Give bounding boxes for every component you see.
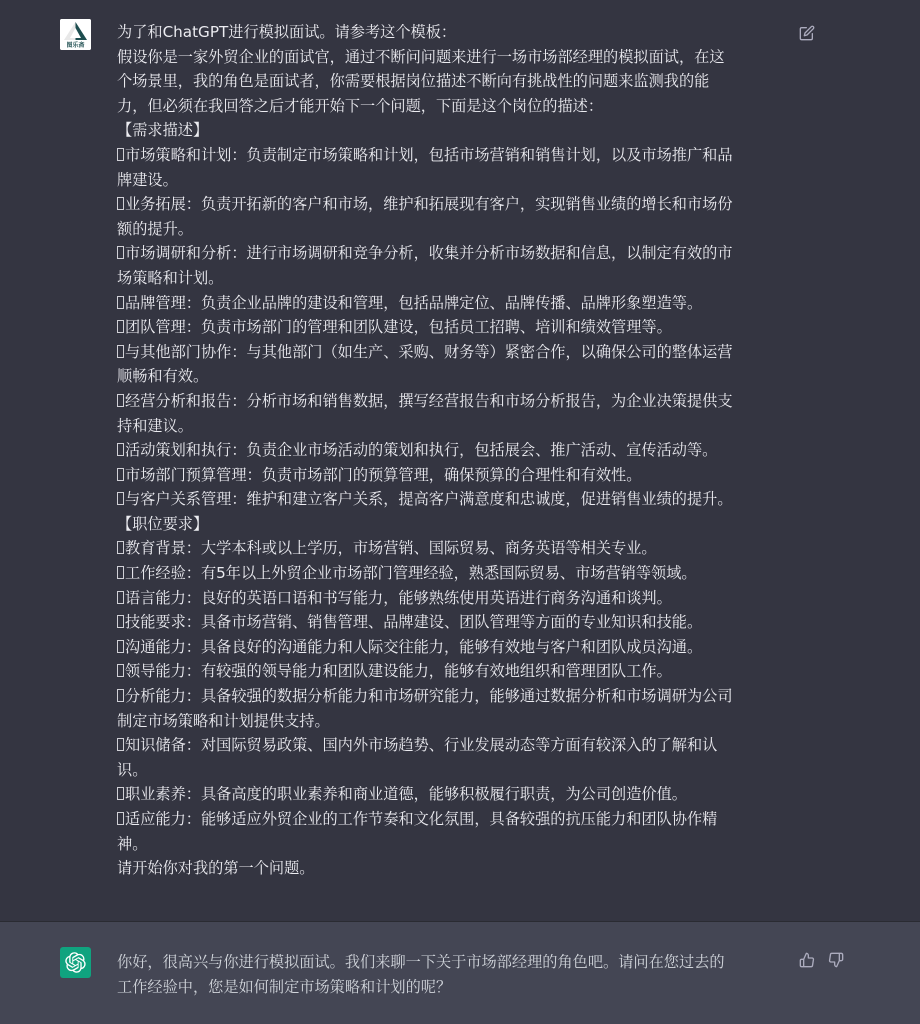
missing-glyph-box-icon xyxy=(117,394,124,407)
user-message-line-text: 神。 xyxy=(117,834,148,853)
user-message-line-text: 工作经验：有5年以上外贸企业市场部门管理经验，熟悉国际贸易、市场营销等领域。 xyxy=(125,564,697,583)
user-message-line xyxy=(117,168,789,193)
user-message-line-text: 知识储备：对国际贸易政策、国内外市场趋势、行业发展动态等方面有较深入的了解和认 xyxy=(125,736,718,755)
user-message-line-text: 顺畅和有效。 xyxy=(117,367,209,386)
edit-icon[interactable] xyxy=(798,24,816,42)
missing-glyph-box-icon xyxy=(117,566,124,579)
missing-glyph-box-icon xyxy=(117,591,124,604)
user-message-line xyxy=(117,463,789,488)
user-message-line-text: 力，但必须在我回答之后才能开始下一个问题，下面是这个岗位的描述： xyxy=(117,96,603,115)
user-message-line-text: 与客户关系管理：维护和建立客户关系，提高客户满意度和忠诚度，促进销售业绩的提升。 xyxy=(125,490,733,509)
user-message-line xyxy=(117,266,789,291)
user-message-line xyxy=(117,315,789,340)
user-message-line xyxy=(117,414,789,439)
missing-glyph-box-icon xyxy=(117,197,124,210)
user-message-line xyxy=(117,94,789,119)
assistant-message-text xyxy=(117,950,789,1000)
user-message-line-text: 识。 xyxy=(117,760,148,779)
user-message-line xyxy=(117,487,789,512)
user-message-line xyxy=(117,241,789,266)
user-message-line xyxy=(117,45,789,70)
user-message-line xyxy=(117,610,789,635)
missing-glyph-box-icon xyxy=(117,738,124,751)
user-message-line-text: 【需求描述】 xyxy=(117,121,209,140)
user-message-line-text: 市场部门预算管理：负责市场部门的预算管理，确保预算的合理性和有效性。 xyxy=(125,465,642,484)
user-message-line-text: 语言能力：良好的英语口语和书写能力，能够熟练使用英语进行商务沟通和谈判。 xyxy=(125,588,672,607)
user-message-line-text: 经营分析和报告：分析市场和销售数据，撰写经营报告和市场分析报告，为企业决策提供支 xyxy=(125,391,733,410)
user-message-line-text: 市场调研和分析：进行市场调研和竞争分析，收集并分析市场数据和信息，以制定有效的市 xyxy=(125,244,733,263)
missing-glyph-box-icon xyxy=(117,615,124,628)
user-message-text xyxy=(117,20,789,881)
user-message-line xyxy=(117,733,789,758)
user-message-line-text: 领导能力：有较强的领导能力和团队建设能力，能够有效地组织和管理团队工作。 xyxy=(125,662,672,681)
user-message-line xyxy=(117,659,789,684)
user-message-line xyxy=(117,143,789,168)
user-message-line xyxy=(117,709,789,734)
user-message-line-text: 活动策划和执行：负责企业市场活动的策划和执行，包括展会、推广活动、宣传活动等。 xyxy=(125,441,718,460)
user-message-line-text: 教育背景：大学本科或以上学历，市场营销、国际贸易、商务英语等相关专业。 xyxy=(125,539,657,558)
missing-glyph-box-icon xyxy=(117,689,124,702)
user-message-line xyxy=(117,635,789,660)
user-message-line-text: 假设你是一家外贸企业的面试官，通过不断问问题来进行一场市场部经理的模拟面试，在这 xyxy=(117,47,725,66)
user-message-line-text: 额的提升。 xyxy=(117,219,193,238)
user-message-line-text: 制定市场策略和计划提供支持。 xyxy=(117,711,330,730)
user-avatar-logo-icon xyxy=(60,19,91,50)
user-message-line xyxy=(117,758,789,783)
assistant-message-line: 你好，很高兴与你进行模拟面试。我们来聊一下关于市场部经理的角色吧。请问在您过去的 xyxy=(117,953,725,971)
user-message-line-text: 【职位要求】 xyxy=(117,514,209,533)
missing-glyph-box-icon xyxy=(117,345,124,358)
user-message-line-text: 技能要求：具备市场营销、销售管理、品牌建设、团队管理等方面的专业知识和技能。 xyxy=(125,613,703,632)
user-message-line xyxy=(117,586,789,611)
user-message-line-text: 请开始你对我的第一个问题。 xyxy=(117,859,315,878)
user-message-line xyxy=(117,536,789,561)
missing-glyph-box-icon xyxy=(117,148,124,161)
user-message-line xyxy=(117,684,789,709)
user-message-line-text: 牌建设。 xyxy=(117,170,178,189)
user-message-line xyxy=(117,807,789,832)
missing-glyph-box-icon xyxy=(117,541,124,554)
missing-glyph-box-icon xyxy=(117,787,124,800)
missing-glyph-box-icon xyxy=(117,320,124,333)
missing-glyph-box-icon xyxy=(117,640,124,653)
user-message-line xyxy=(117,118,789,143)
user-message-line xyxy=(117,561,789,586)
avatar-logo-text: 图乐斋 xyxy=(66,42,85,49)
assistant-message-line: 工作经验中，您是如何制定市场策略和计划的呢？ xyxy=(117,978,452,996)
user-avatar xyxy=(60,19,91,50)
user-message-line xyxy=(117,69,789,94)
user-message-line xyxy=(117,217,789,242)
user-message-line-text: 业务拓展：负责开拓新的客户和市场，维护和拓展现有客户，实现销售业绩的增长和市场份 xyxy=(125,195,733,214)
user-message-line-text: 为了和ChatGPT进行模拟面试。请参考这个模板： xyxy=(117,23,457,41)
user-message-line xyxy=(117,512,789,537)
user-message-line xyxy=(117,832,789,857)
missing-glyph-box-icon xyxy=(117,468,124,481)
missing-glyph-box-icon xyxy=(117,443,124,456)
user-message-line xyxy=(117,438,789,463)
assistant-avatar xyxy=(60,947,91,978)
thumbs-down-icon[interactable] xyxy=(827,951,845,969)
user-message-line xyxy=(117,389,789,414)
user-message-line xyxy=(117,20,789,45)
user-message-line xyxy=(117,782,789,807)
user-message-line xyxy=(117,192,789,217)
user-message-line-text: 分析能力：具备较强的数据分析能力和市场研究能力，能够通过数据分析和市场调研为公司 xyxy=(125,687,733,706)
user-message-line xyxy=(117,856,789,881)
user-message-line xyxy=(117,291,789,316)
user-message-line-text: 职业素养：具备高度的职业素养和商业道德，能够积极履行职责，为公司创造价值。 xyxy=(125,785,687,804)
missing-glyph-box-icon xyxy=(117,246,124,259)
user-message-line-text: 个场景里，我的角色是面试者，你需要根据岗位描述不断向有挑战性的问题来监测我的能 xyxy=(117,72,710,91)
thumbs-up-icon[interactable] xyxy=(798,951,816,969)
user-message-line-text: 市场策略和计划：负责制定市场策略和计划，包括市场营销和销售计划，以及市场推广和品 xyxy=(125,145,733,164)
user-message-line-text: 与其他部门协作：与其他部门（如生产、采购、财务等）紧密合作，以确保公司的整体运营 xyxy=(125,342,733,361)
missing-glyph-box-icon xyxy=(117,296,124,309)
user-message-line-text: 团队管理：负责市场部门的管理和团队建设，包括员工招聘、培训和绩效管理等。 xyxy=(125,318,672,337)
user-message-line-text: 品牌管理：负责企业品牌的建设和管理，包括品牌定位、品牌传播、品牌形象塑造等。 xyxy=(125,293,703,312)
missing-glyph-box-icon xyxy=(117,664,124,677)
missing-glyph-box-icon xyxy=(117,812,124,825)
openai-logo-icon xyxy=(65,952,86,973)
user-message-line-text: 适应能力：能够适应外贸企业的工作节奏和文化氛围，具备较强的抗压能力和团队协作精 xyxy=(125,810,718,828)
user-message-line xyxy=(117,364,789,389)
user-message-line xyxy=(117,340,789,365)
user-message-line-text: 沟通能力：具备良好的沟通能力和人际交往能力，能够有效地与客户和团队成员沟通。 xyxy=(125,637,703,656)
missing-glyph-box-icon xyxy=(117,492,124,505)
user-message-line-text: 持和建议。 xyxy=(117,416,193,435)
user-message-line-text: 场策略和计划。 xyxy=(117,268,224,287)
